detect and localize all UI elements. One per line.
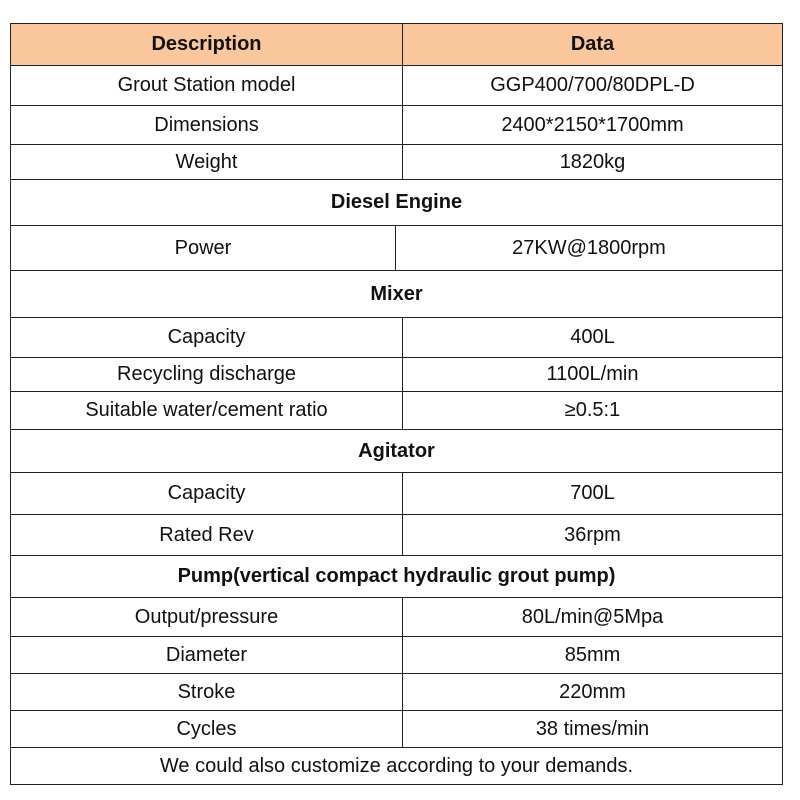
section-agitator [11, 429, 782, 472]
row-label: Grout Station model [11, 66, 403, 105]
section-title: Agitator [358, 439, 435, 462]
row-value: 85mm [564, 643, 621, 666]
section-diesel-engine [11, 179, 782, 225]
row-value: 220mm [559, 680, 626, 703]
header-description: Description [11, 24, 403, 65]
row-label: Output/pressure [11, 598, 403, 636]
row-value: 38 times/min [535, 717, 650, 740]
table-row [11, 472, 782, 514]
section-title: Diesel Engine [330, 191, 463, 213]
row-value: 36rpm [564, 523, 621, 546]
footer-note: We could also customize according to your demands. [159, 754, 634, 777]
table-row [11, 357, 782, 391]
table-row [11, 673, 782, 710]
row-label: Dimensions [11, 106, 403, 144]
table-row [11, 597, 782, 636]
row-value: 400L [570, 326, 615, 348]
table-row [11, 391, 782, 429]
row-label: Stroke [11, 674, 403, 710]
table-row [11, 144, 782, 179]
row-label: Suitable water/cement ratio [11, 392, 403, 429]
section-mixer [11, 270, 782, 317]
section-title: Pump(vertical compact hydraulic grout pump) [177, 565, 616, 587]
row-label: Power [11, 226, 396, 270]
row-value: 80L/min@5Mpa [521, 605, 664, 628]
row-value: 700L [570, 482, 615, 504]
table-row [11, 636, 782, 673]
table-row [11, 317, 782, 357]
row-value: ≥0.5:1 [564, 399, 621, 421]
footer-row [11, 747, 782, 784]
table-row [11, 710, 782, 747]
table-row [11, 105, 782, 144]
row-label: Weight [11, 145, 403, 179]
row-label: Diameter [11, 637, 403, 673]
spec-table [10, 23, 783, 785]
row-label: Rated Rev [11, 515, 403, 555]
section-title: Mixer [370, 282, 423, 305]
section-pump [11, 555, 782, 597]
row-value: 27KW@1800rpm [512, 236, 666, 259]
row-value: GGP400/700/80DPL-D [490, 74, 695, 96]
table-row [11, 65, 782, 105]
row-label: Capacity [11, 318, 403, 357]
row-label: Cycles [11, 711, 403, 747]
row-value: 2400*2150*1700mm [501, 113, 684, 136]
table-header-row [11, 24, 782, 65]
row-label: Recycling discharge [11, 358, 403, 391]
row-label: Capacity [11, 473, 403, 514]
table-row [11, 514, 782, 555]
table-row [11, 225, 782, 270]
row-value: 1100L/min [546, 363, 639, 385]
header-data: Data [570, 33, 615, 55]
row-value: 1820kg [559, 150, 626, 173]
